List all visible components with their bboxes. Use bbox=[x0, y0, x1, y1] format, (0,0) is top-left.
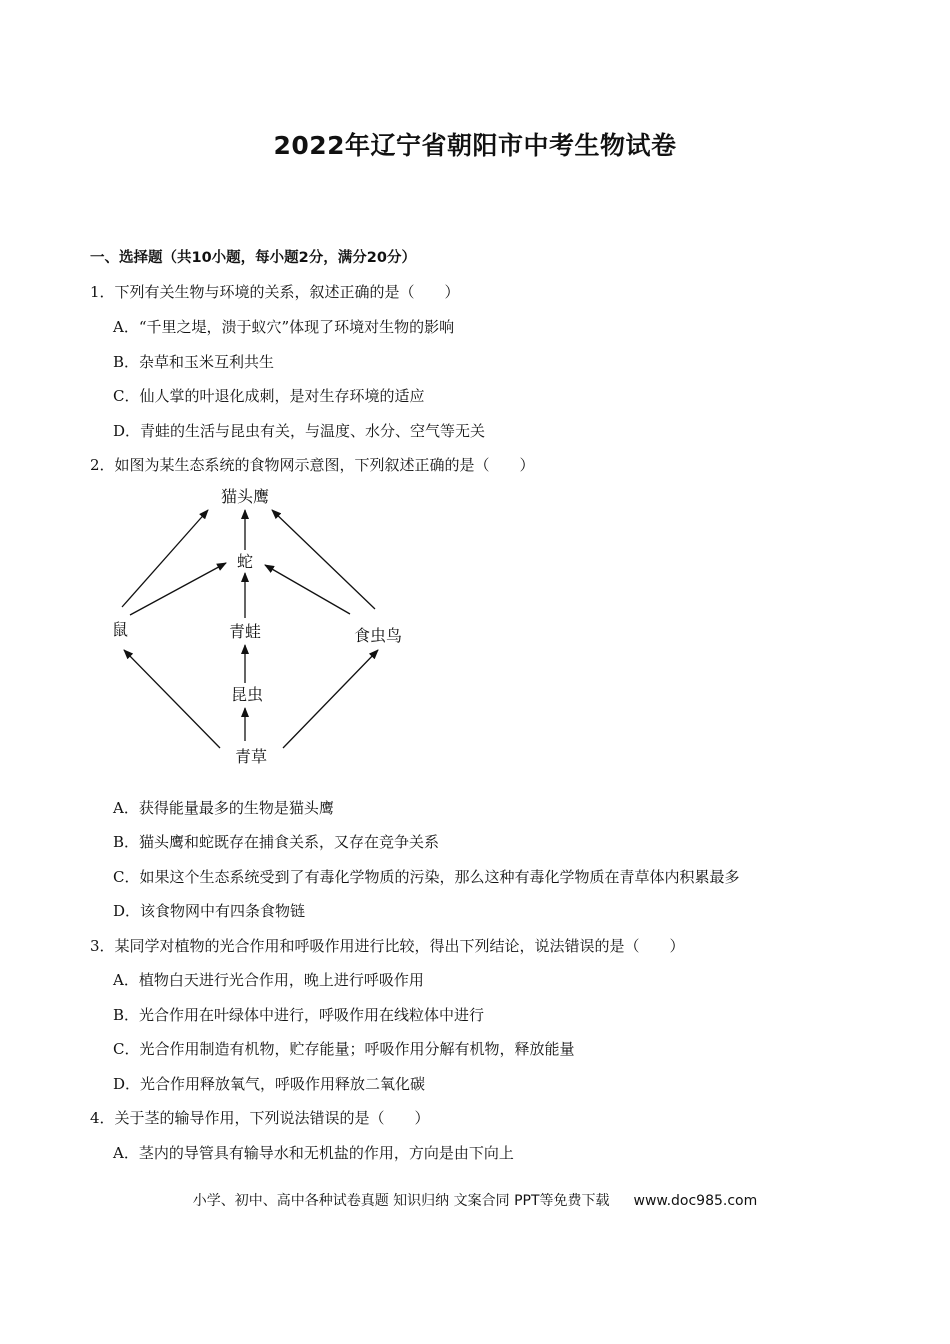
food-web-insect-label: 昆虫 bbox=[230, 685, 264, 704]
question-1-option-a: A．“千里之堤，溃于蚁穴”体现了环境对生物的影响 bbox=[113, 318, 455, 336]
arrow-bird-owl bbox=[272, 510, 375, 609]
food-web-owl-label: 猫头鹰 bbox=[220, 487, 270, 506]
food-web-diagram bbox=[100, 480, 430, 780]
question-3-stem: 3．某同学对植物的光合作用和呼吸作用进行比较，得出下列结论，说法错误的是（ ） bbox=[90, 937, 685, 955]
question-3-option-c: C．光合作用制造有机物，贮存能量；呼吸作用分解有机物，释放能量 bbox=[113, 1040, 575, 1058]
arrow-grass-mouse bbox=[124, 650, 220, 748]
question-2-option-a: A．获得能量最多的生物是猫头鹰 bbox=[113, 799, 334, 817]
food-web-grass-label: 青草 bbox=[234, 747, 268, 766]
food-web-snake-label: 蛇 bbox=[236, 552, 254, 571]
question-3-option-b: B．光合作用在叶绿体中进行，呼吸作用在线粒体中进行 bbox=[113, 1006, 485, 1024]
question-2-stem: 2．如图为某生态系统的食物网示意图，下列叙述正确的是（ ） bbox=[90, 456, 535, 474]
question-2-option-c: C．如果这个生态系统受到了有毒化学物质的污染，那么这种有毒化学物质在青草体内积累最多 bbox=[113, 868, 740, 886]
footer-text: 小学、初中、高中各种试卷真题 知识归纳 文案合同 PPT等免费下载 bbox=[192, 1193, 610, 1209]
question-2-option-d: D．该食物网中有四条食物链 bbox=[113, 902, 306, 920]
question-1-option-c: C．仙人掌的叶退化成刺，是对生存环境的适应 bbox=[113, 387, 425, 405]
question-3-option-a: A．植物白天进行光合作用，晚上进行呼吸作用 bbox=[113, 971, 424, 989]
arrow-mouse-snake bbox=[130, 563, 226, 615]
question-3-option-d: D．光合作用释放氧气，呼吸作用释放二氧化碳 bbox=[113, 1075, 426, 1093]
food-web-bird-label: 食虫鸟 bbox=[353, 626, 403, 645]
question-1-option-b: B．杂草和玉米互利共生 bbox=[113, 353, 275, 371]
footer-url[interactable]: www.doc985.com bbox=[633, 1193, 758, 1209]
arrow-grass-bird bbox=[283, 650, 378, 748]
food-web-mouse-label: 鼠 bbox=[111, 620, 129, 639]
question-4-option-a: A．茎内的导管具有输导水和无机盐的作用，方向是由下向上 bbox=[113, 1144, 514, 1162]
arrow-mouse-owl bbox=[122, 510, 208, 607]
question-1-option-d: D．青蛙的生活与昆虫有关，与温度、水分、空气等无关 bbox=[113, 422, 486, 440]
food-web-frog-label: 青蛙 bbox=[228, 622, 262, 641]
question-4-stem: 4．关于茎的输导作用，下列说法错误的是（ ） bbox=[90, 1109, 430, 1127]
question-2-option-b: B．猫头鹰和蛇既存在捕食关系，又存在竞争关系 bbox=[113, 833, 440, 851]
question-1-stem: 1．下列有关生物与环境的关系，叙述正确的是（ ） bbox=[90, 283, 460, 301]
section-heading: 一、选择题（共10小题，每小题2分，满分20分） bbox=[90, 250, 416, 266]
page-title: 2022年辽宁省朝阳市中考生物试卷 bbox=[273, 131, 677, 160]
page-footer bbox=[0, 1190, 950, 1210]
